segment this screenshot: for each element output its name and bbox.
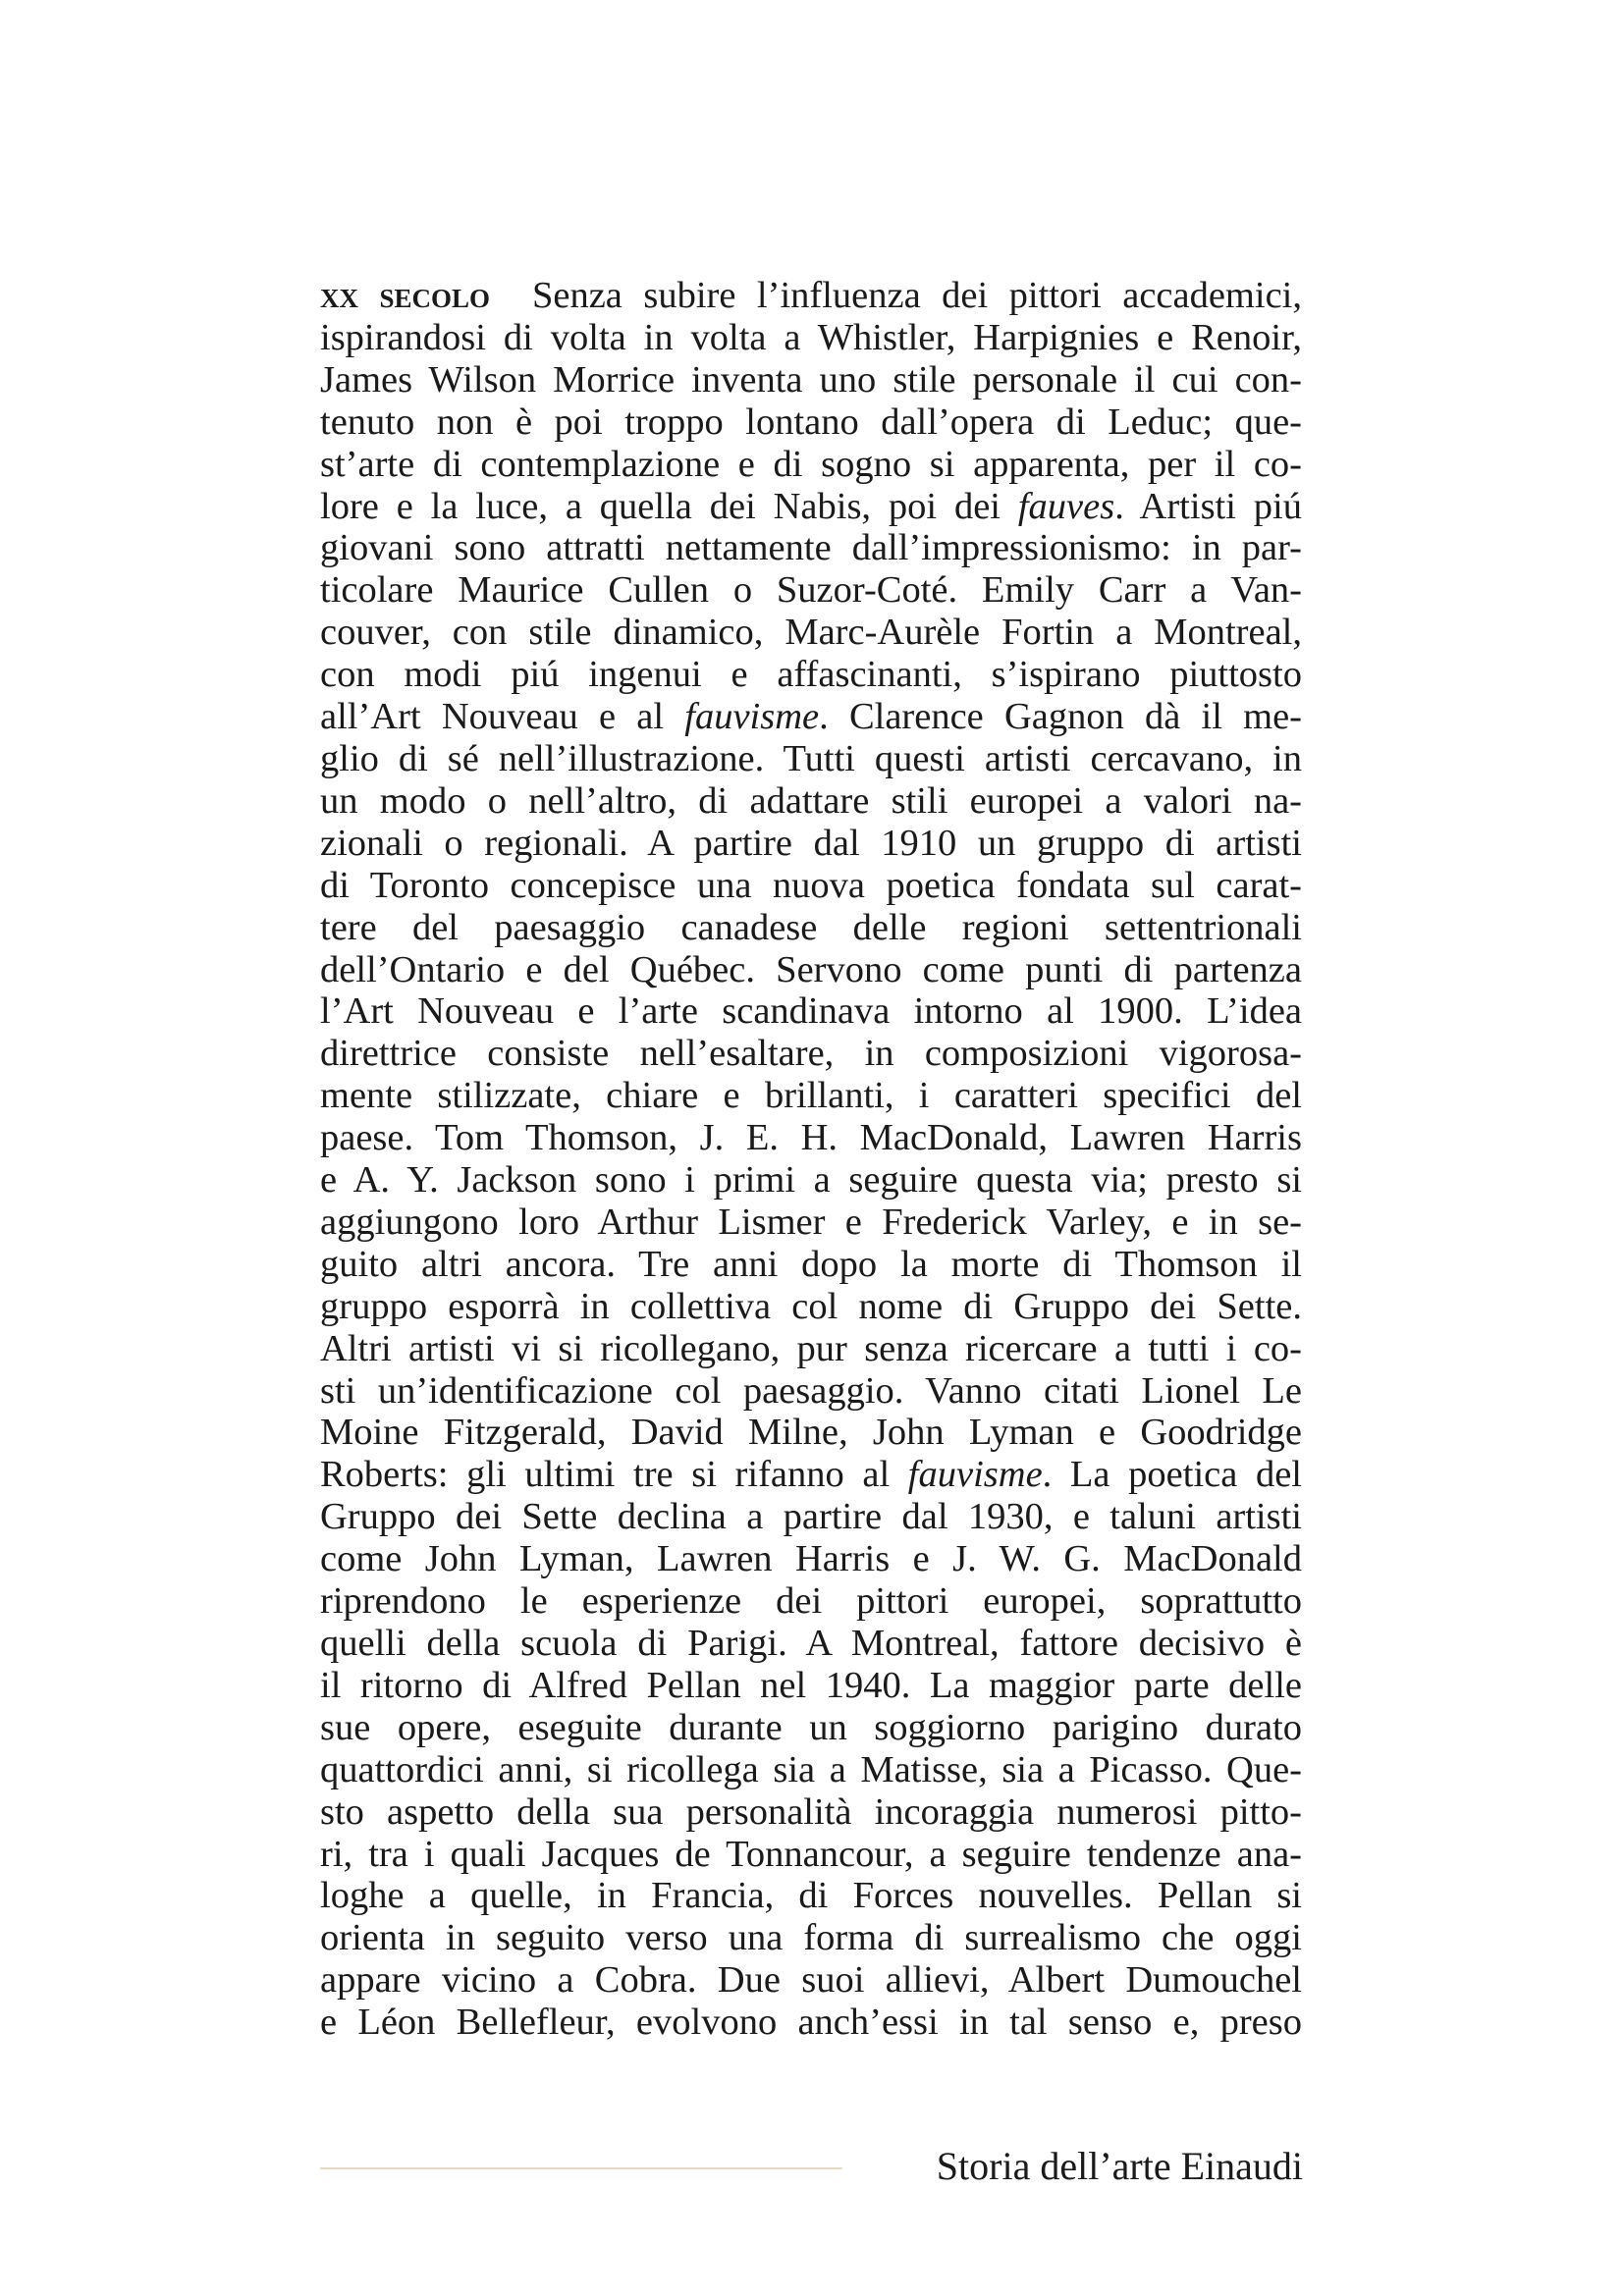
text-line: zionali o regionali. A partire dal 1910 un gruppo di artisti — [320, 822, 1302, 864]
text-line: quelli della scuola di Parigi. A Montreal, fattore decisivo è — [320, 1623, 1302, 1664]
text-line: e Léon Bellefleur, evolvono anch’essi in tal senso e, preso — [320, 2002, 1302, 2044]
text-line: gruppo esporrà in collettiva col nome di Gruppo dei Sette. — [320, 1285, 1302, 1327]
text-line: ticolare Maurice Cullen o Suzor-Coté. Emily Carr a Van- — [320, 569, 1302, 612]
text-line: orienta in seguito verso una forma di surrealismo che oggi — [320, 1917, 1302, 1959]
text-line: e A. Y. Jackson sono i primi a seguire questa via; presto si — [320, 1159, 1302, 1201]
text-line: l’Art Nouveau e l’arte scandinava intorno al 1900. L’idea — [320, 990, 1302, 1033]
text-line — [320, 275, 1302, 317]
text-line: Roberts: gli ultimi tre si rifanno al fauvisme. La poetica del — [320, 1454, 1302, 1496]
text-line: il ritorno di Alfred Pellan nel 1940. La maggior parte delle — [320, 1664, 1302, 1706]
text-line: sti un’identificazione col paesaggio. Vanno citati Lionel Le — [320, 1369, 1302, 1412]
text-line: James Wilson Morrice inventa uno stile personale il cui con- — [320, 358, 1302, 400]
text-line: sue opere, eseguite durante un soggiorno parigino durato — [320, 1706, 1302, 1748]
text-line: tere del paesaggio canadese delle regioni settentrionali — [320, 906, 1302, 948]
text-line: guito altri ancora. Tre anni dopo la morte di Thomson il — [320, 1243, 1302, 1285]
text-line: glio di sé nell’illustrazione. Tutti questi artisti cercavano, in — [320, 737, 1302, 779]
text-line: st’arte di contemplazione e di sogno si apparenta, per il co- — [320, 443, 1302, 485]
text-line: di Toronto concepisce una nuova poetica fondata sul carat- — [320, 864, 1302, 906]
text-line: tenuto non è poi troppo lontano dall’opera di Leduc; que- — [320, 400, 1302, 443]
footer-book-title: Storia dell’arte Einaudi — [936, 2144, 1303, 2188]
text-line: loghe a quelle, in Francia, di Forces nouvelles. Pellan si — [320, 1875, 1302, 1917]
text-line: come John Lyman, Lawren Harris e J. W. G. MacDonald — [320, 1538, 1302, 1580]
text-line: un modo o nell’altro, di adattare stili europei a valori na- — [320, 779, 1302, 822]
footer-divider — [320, 2167, 842, 2169]
text-line: paese. Tom Thomson, J. E. H. MacDonald, Lawren Harris — [320, 1117, 1302, 1159]
text-line: sto aspetto della sua personalità incoraggia numerosi pitto- — [320, 1790, 1302, 1833]
text-line: mente stilizzate, chiare e brillanti, i caratteri specifici del — [320, 1075, 1302, 1117]
text-line: Altri artisti vi si ricollegano, pur senza ricercare a tutti i co- — [320, 1327, 1302, 1369]
text-line: giovani sono attratti nettamente dall’impressionismo: in par- — [320, 527, 1302, 569]
body-text — [320, 275, 1302, 2044]
text-line: ispirandosi di volta in volta a Whistler, Harpignies e Renoir, — [320, 316, 1302, 358]
text-line: appare vicino a Cobra. Due suoi allievi, Albert Dumouchel — [320, 1959, 1302, 2002]
section-heading: xx secolo — [320, 275, 491, 316]
text-line: Gruppo dei Sette declina a partire dal 1930, e taluni artisti — [320, 1496, 1302, 1538]
text-line: con modi piú ingenui e affascinanti, s’ispirano piuttosto — [320, 654, 1302, 696]
text-line: ri, tra i quali Jacques de Tonnancour, a seguire tendenze ana- — [320, 1833, 1302, 1875]
text-line: aggiungono loro Arthur Lismer e Frederick Varley, e in se- — [320, 1201, 1302, 1243]
text-line: riprendono le esperienze dei pittori europei, soprattutto — [320, 1580, 1302, 1623]
text-line: dell’Ontario e del Québec. Servono come punti di partenza — [320, 948, 1302, 990]
text-line: direttrice consiste nell’esaltare, in composizioni vigorosa- — [320, 1033, 1302, 1075]
text-line: Moine Fitzgerald, David Milne, John Lyman e Goodridge — [320, 1412, 1302, 1454]
text-line-content: Senza subire l’influenza dei pittori accademici, — [531, 275, 1302, 316]
text-line: couver, con stile dinamico, Marc-Aurèle Fortin a Montreal, — [320, 612, 1302, 654]
text-line: quattordici anni, si ricollega sia a Matisse, sia a Picasso. Que- — [320, 1748, 1302, 1790]
text-line: lore e la luce, a quella dei Nabis, poi dei fauves. Artisti piú — [320, 485, 1302, 527]
text-line: all’Art Nouveau e al fauvisme. Clarence Gagnon dà il me- — [320, 696, 1302, 738]
